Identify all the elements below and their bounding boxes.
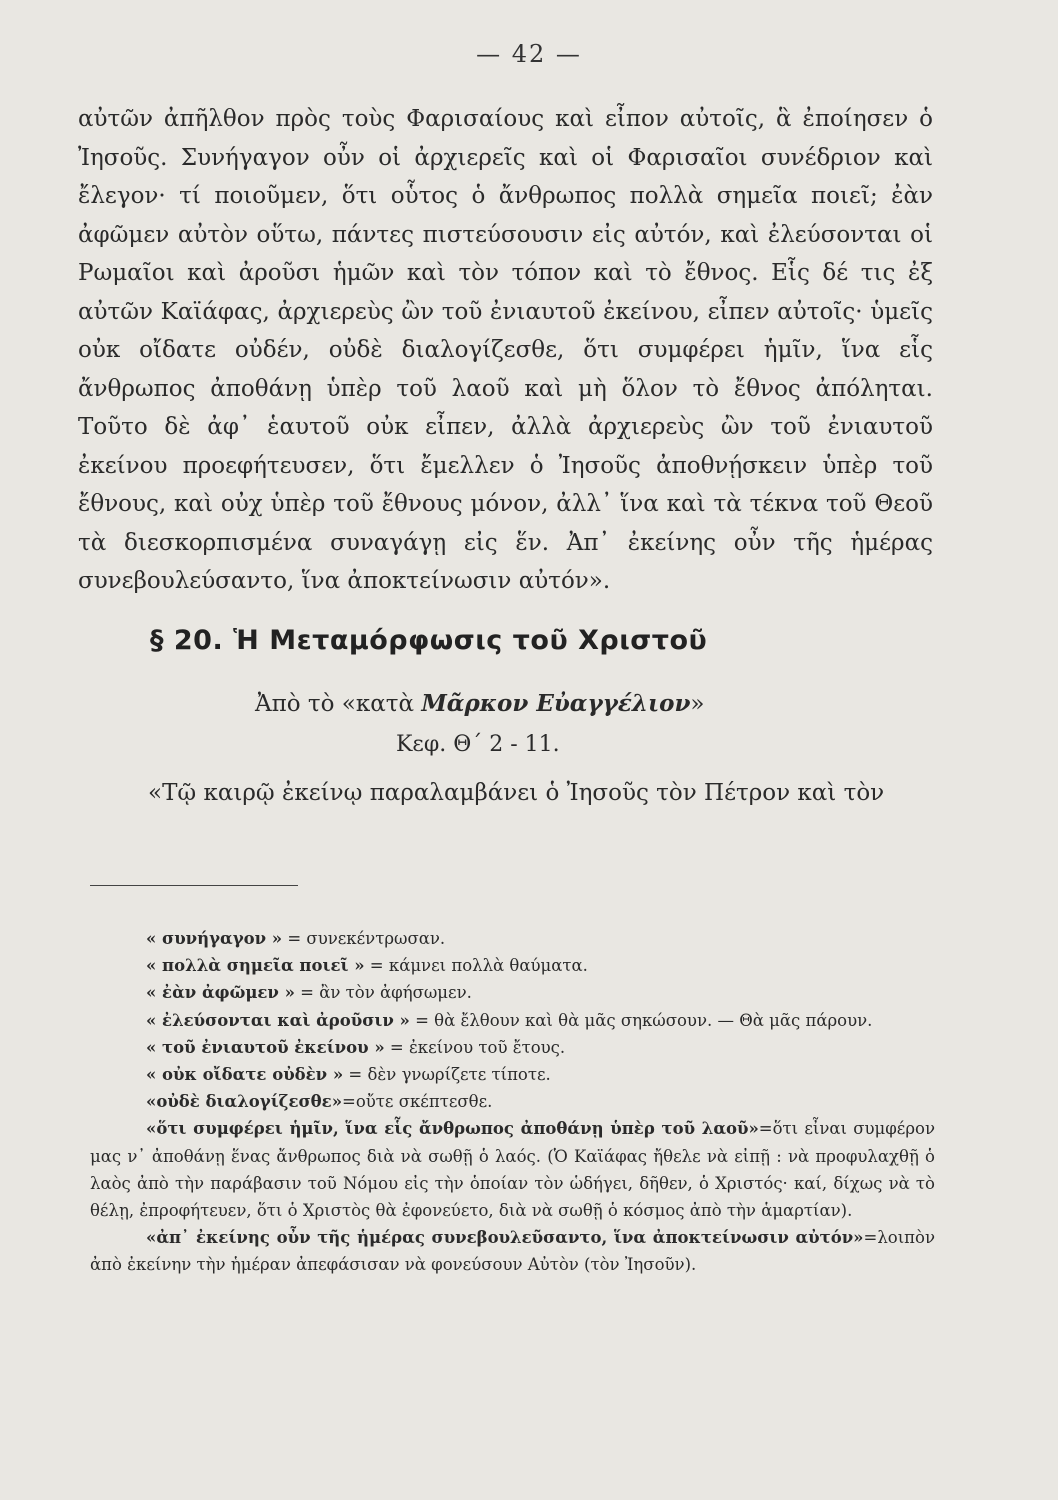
footnote-gloss: =λοιπὸν ἀπὸ ἐκείνην τὴν ἡμέραν ἀπεφάσισαν νὰ φονεύσουν Αὐτὸν (τὸν Ἰησοῦν). [90, 1228, 935, 1275]
section-heading: § 20. Ἡ Μεταμόρφωσις τοῦ Χριστοῦ [150, 625, 708, 656]
footnote-term: «ὅτι συμφέρει ἡμῖν, ἵνα εἷς ἄνθρωπος ἀποθάνῃ ὑπὲρ τοῦ λαοῦ» [146, 1119, 759, 1139]
chapter-reference: Κεφ. Θ´ 2 - 11. [396, 732, 560, 757]
footnote-gloss: = δὲν γνωρίζετε τίποτε. [343, 1065, 551, 1085]
footnote-term: «οὐδὲ διαλογίζεσθε» [146, 1092, 343, 1112]
footnote-term: « τοῦ ἐνιαυτοῦ ἐκείνου » [146, 1037, 385, 1057]
footnote-term: « συνήγαγον » [146, 929, 283, 948]
footnote-term: « ἐλεύσονται καὶ ἀροῦσιν » [146, 1010, 410, 1030]
source-book: Μᾶρκον Εὐαγγέλιον [421, 690, 691, 717]
footnote-gloss: =ὅτι εἶναι συμφέρον μας ν᾿ ἀποθάνῃ ἕνας ἄνθρωπος διὰ νὰ σωθῇ ὁ λαός. (Ὁ Καϊάφας ἤθελε νὰ εἰπῇ : νὰ προφυλαχθῇ ὁ λαὸς ἀπὸ τὴν παράβασιν τοῦ Νόμου εἰς τὴν ὁποίαν τὸν ὡδήγει, δῆθεν, ὁ Χριστός· καί, δίχως νὰ τὸ θέλῃ, ἐπροφήτευεν, ὅτι ὁ Χριστὸς θὰ ἐφονεύετο, διὰ νὰ σωθῇ ὁ κόσμος ἀπὸ τὴν ἁμαρτίαν). [90, 1119, 935, 1221]
footnote-term: « πολλὰ σημεῖα ποιεῖ » [146, 956, 365, 976]
footnote-gloss: = θὰ ἔλθουν καὶ θὰ μᾶς σηκώσουν. — Θὰ μᾶς πάρουν. [409, 1010, 873, 1030]
footnote [90, 979, 935, 1006]
footnote [90, 1007, 935, 1034]
footnote [90, 1224, 935, 1278]
source-prefix: Ἀπὸ τὸ «κατὰ [255, 691, 422, 717]
footnote-gloss: = κάμνει πολλὰ θαύματα. [364, 956, 588, 976]
footnote [90, 1034, 935, 1061]
source-line [255, 690, 855, 717]
footnote-term: « ἐὰν ἀφῶμεν » [146, 983, 295, 1003]
footnotes [90, 925, 935, 1279]
footnote-gloss: = ἂν τὸν ἀφήσωμεν. [294, 983, 472, 1003]
footnote [90, 1061, 935, 1088]
footnote [90, 1115, 935, 1224]
footnote-term: « οὐκ οἴδατε οὐδὲν » [146, 1065, 344, 1085]
page-number: — 42 — [476, 40, 582, 68]
source-suffix: » [690, 691, 705, 717]
footnote-gloss: = ἐκείνου τοῦ ἔτους. [384, 1037, 566, 1057]
footnote-term: «ἀπ᾿ ἐκείνης οὖν τῆς ἡμέρας συνεβουλεῦσαντο, ἵνα ἀποκτείνωσιν αὐτόν» [146, 1228, 864, 1248]
quote-start: «Τῷ καιρῷ ἐκείνῳ παραλαμβάνει ὁ Ἰησοῦς τὸν Πέτρον καὶ τὸν [148, 780, 885, 806]
main-paragraph: αὐτῶν ἀπῆλθον πρὸς τοὺς Φαρισαίους καὶ εἶπον αὐτοῖς, ἃ ἐποίησεν ὁ Ἰησοῦς. Συνήγαγον οὖν οἱ ἀρχιερεῖς καὶ οἱ Φαρισαῖοι συνέδριον καὶ ἔλεγον· τί ποιοῦμεν, ὅτι οὗτος ὁ ἄνθρωπος πολλὰ σημεῖα ποιεῖ; ἐὰν ἀφῶμεν αὐτὸν οὕτω, πάντες πιστεύσουσιν εἰς αὐτόν, καὶ ἐλεύσονται οἱ Ρωμαῖοι καὶ ἀροῦσι ἡμῶν καὶ τὸν τόπον καὶ τὸ ἔθνος. Εἷς δέ τις ἐξ αὐτῶν Καϊάφας, ἀρχιερεὺς ὢν τοῦ ἐνιαυτοῦ ἐκείνου, εἶπεν αὐτοῖς· ὑμεῖς οὐκ οἴδατε οὐδέν, οὐδὲ διαλογίζεσθε, ὅτι συμφέρει ἡμῖν, ἵνα εἷς ἄνθρωπος ἀποθάνῃ ὑπὲρ τοῦ λαοῦ καὶ μὴ ὅλον τὸ ἔθνος ἀπόληται. Τοῦτο δὲ ἀφ᾿ ἑαυτοῦ οὐκ εἶπεν, ἀλλὰ ἀρχιερεὺς ὢν τοῦ ἐνιαυτοῦ ἐκείνου προεφήτευσεν, ὅτι ἔμελλεν ὁ Ἰησοῦς ἀποθνῄσκειν ὑπὲρ τοῦ ἔθνους, καὶ οὐχ ὑπὲρ τοῦ ἔθνους μόνον, ἀλλ᾿ ἵνα καὶ τὰ τέκνα τοῦ Θεοῦ τὰ διεσκορπισμένα συναγάγῃ εἰς ἕν. Ἀπ᾿ ἐκείνης οὖν τῆς ἡμέρας συνεβουλεύσαντο, ἵνα ἀποκτείνωσιν αὐτόν». [78, 106, 933, 594]
footnote-gloss: = συνεκέντρωσαν. [282, 929, 446, 948]
footnote [90, 925, 935, 952]
footnote-divider [90, 885, 298, 886]
footnote-gloss: =οὔτε σκέπτεσθε. [342, 1092, 493, 1112]
footnote [90, 952, 935, 979]
main-text-block [78, 100, 933, 601]
footnote [90, 1088, 935, 1115]
